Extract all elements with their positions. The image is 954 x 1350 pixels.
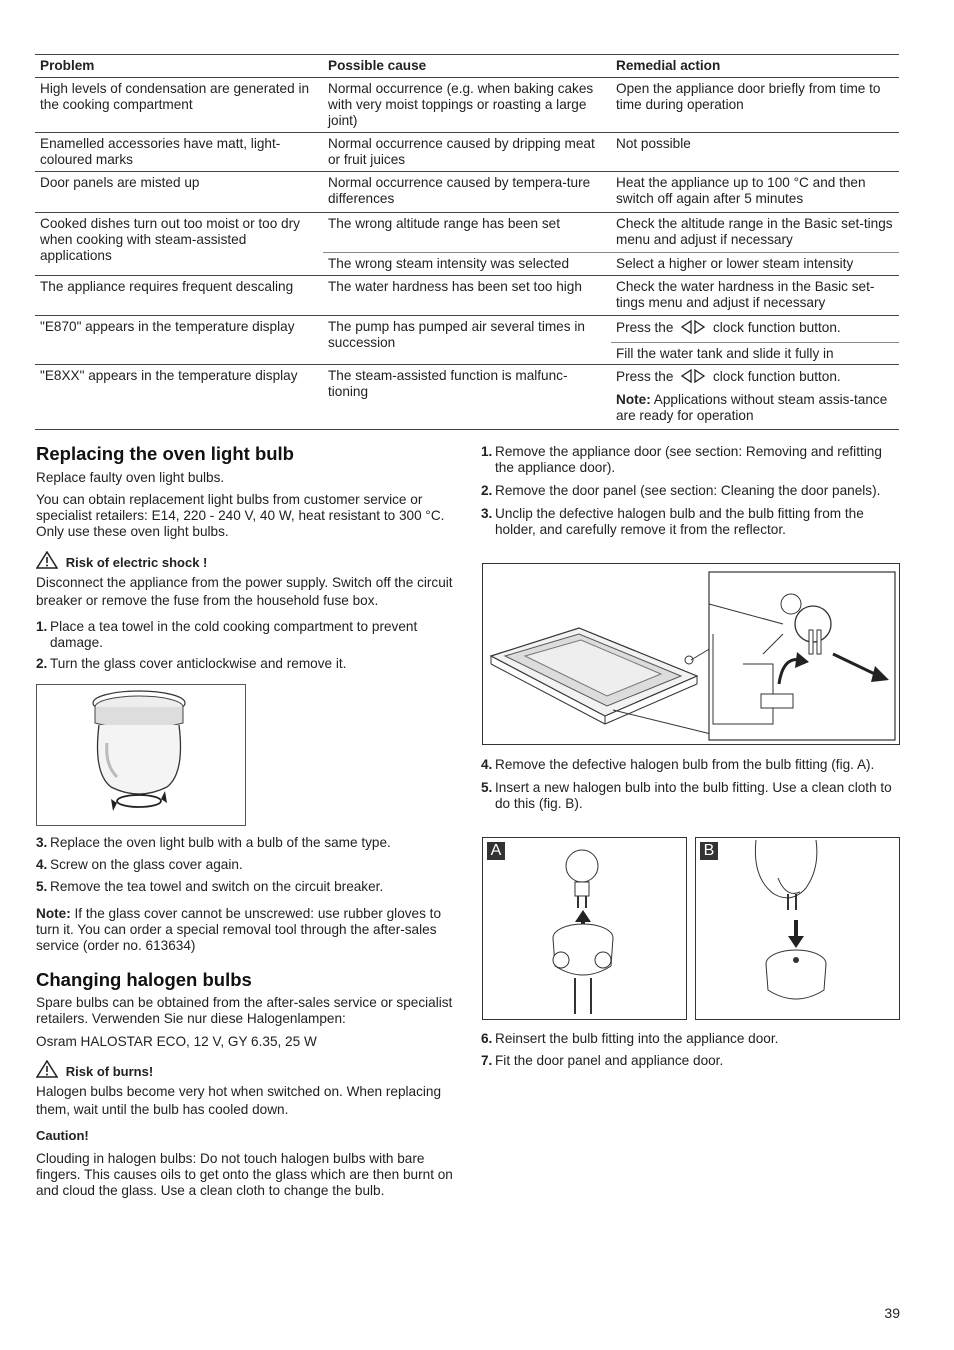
list-item <box>481 1053 899 1069</box>
action-note <box>611 390 899 427</box>
steps-list <box>481 444 899 538</box>
warning-title: Risk of electric shock ! <box>65 555 208 570</box>
steps-list <box>36 619 456 672</box>
cause-cell: The wrong steam intensity was selected <box>328 256 570 271</box>
table-row <box>35 316 899 365</box>
figure-label: B <box>700 842 718 860</box>
warning-triangle-icon <box>36 551 58 572</box>
table-row <box>35 172 899 213</box>
action-cell: Open the appliance door briefly from time to time during operation <box>616 81 881 112</box>
table-row <box>35 133 899 172</box>
problem-cell: The appliance requires frequent descaling <box>40 279 294 294</box>
note-label: Note: <box>36 906 71 921</box>
list-item <box>481 780 899 812</box>
step-number: 6. <box>481 1031 493 1046</box>
door-panel-figure <box>482 563 900 745</box>
warning-triangle-icon <box>36 1060 58 1081</box>
problem-cell: "E870" appears in the temperature display <box>40 319 295 334</box>
paragraph: You can obtain replacement light bulbs from customer service or specialist retailers: E14, 220 - 240 V, 40 W, heat resistant to 300 °C. Only use these oven light bulbs. <box>36 492 445 539</box>
warning-text: Halogen bulbs become very hot when switched on. When replacing them, wait until the bulb has cooled down. <box>36 1084 442 1117</box>
cause-cell: The water hardness has been set too high <box>328 279 582 294</box>
step-text: Remove the defective halogen bulb from the bulb fitting (fig. A). <box>495 757 875 772</box>
cause-cell: The steam-assisted function is malfunc-tioning <box>328 368 568 399</box>
cause-cell: The pump has pumped air several times in succession <box>328 319 585 350</box>
action-text: Press the <box>616 369 674 384</box>
action-cell: Heat the appliance up to 100 °C and then switch off again after 5 minutes <box>616 175 866 206</box>
action-cell: Check the altitude range in the Basic set-tings menu and adjust if necessary <box>616 216 893 247</box>
action-text: clock function button. <box>712 369 841 384</box>
step-text: Remove the appliance door (see section: Removing and refitting the appliance door). <box>495 444 882 475</box>
action-line: Fill the water tank and slide it fully in <box>616 346 834 361</box>
step-text: Unclip the defective halogen bulb and the bulb fitting from the holder, and carefully remove it from the reflector. <box>495 506 864 537</box>
table-header-row <box>35 55 899 78</box>
list-item <box>36 835 456 851</box>
note-text: Applications without steam assis-tance are ready for operation <box>616 392 888 423</box>
step-text: Insert a new halogen bulb into the bulb fitting. Use a clean cloth to do this (fig. B). <box>495 780 892 811</box>
step-number: 1. <box>36 619 48 634</box>
clock-function-icon <box>680 320 706 338</box>
table-row <box>35 213 899 276</box>
bulb-spec: Osram HALOSTAR ECO, 12 V, GY 6.35, 25 W <box>36 1034 317 1049</box>
steps-list <box>481 1031 899 1069</box>
cause-cell: The wrong altitude range has been set <box>328 216 561 231</box>
cause-cell: Normal occurrence (e.g. when baking cakes with very moist toppings or roasting a large joint) <box>328 81 594 128</box>
warning-heading <box>36 551 207 572</box>
step-number: 1. <box>481 444 493 459</box>
list-item <box>36 619 456 651</box>
troubleshooting-table <box>35 54 899 430</box>
page-number: 39 <box>884 1305 900 1321</box>
clock-function-icon <box>680 369 706 387</box>
cause-cell: Normal occurrence caused by dripping meat or fruit juices <box>328 136 595 167</box>
step-number: 4. <box>481 757 493 772</box>
step-text: Place a tea towel in the cold cooking compartment to prevent damage. <box>50 619 418 650</box>
step-text: Reinsert the bulb fitting into the appliance door. <box>495 1031 779 1046</box>
problem-cell: Door panels are misted up <box>40 175 200 190</box>
glass-cover-figure <box>36 684 246 826</box>
action-cell: Not possible <box>616 136 691 151</box>
table-header: Problem <box>40 58 95 73</box>
list-item <box>481 757 899 773</box>
warning-title: Risk of burns! <box>65 1064 154 1079</box>
action-cell <box>611 316 899 364</box>
step-text: Replace the oven light bulb with a bulb of the same type. <box>50 835 391 850</box>
cause-cell: Normal occurrence caused by tempera-ture differences <box>328 175 591 206</box>
list-item <box>481 506 899 538</box>
table-header: Possible cause <box>328 58 427 73</box>
step-text: Turn the glass cover anticlockwise and remove it. <box>50 656 347 671</box>
step-text: Screw on the glass cover again. <box>50 857 243 872</box>
list-item <box>36 857 456 873</box>
list-item <box>481 1031 899 1047</box>
table-row <box>35 78 899 133</box>
problem-cell: "E8XX" appears in the temperature display <box>40 368 298 383</box>
step-text: Fit the door panel and appliance door. <box>495 1053 724 1068</box>
step-number: 2. <box>36 656 48 671</box>
caution-title: Caution! <box>36 1128 89 1143</box>
sub-row <box>323 213 899 253</box>
note-label: Note: <box>616 392 651 407</box>
step-number: 7. <box>481 1053 493 1068</box>
step-number: 3. <box>481 506 493 521</box>
step-number: 5. <box>36 879 48 894</box>
list-item <box>481 444 899 476</box>
step-number: 5. <box>481 780 493 795</box>
note-paragraph <box>36 906 456 954</box>
figure-label: A <box>487 842 505 860</box>
problem-cell: Enamelled accessories have matt, light-coloured marks <box>40 136 281 167</box>
figure-a <box>482 837 687 1020</box>
sub-rows <box>323 213 899 275</box>
action-text: clock function button. <box>712 320 841 335</box>
action-line <box>611 316 899 343</box>
section-heading: Changing halogen bulbs <box>36 969 252 990</box>
problem-cell: High levels of condensation are generated in the cooking compartment <box>40 81 310 112</box>
section-heading: Replacing the oven light bulb <box>36 443 294 464</box>
action-line <box>611 365 899 390</box>
table-header: Remedial action <box>616 58 721 73</box>
steps-list <box>36 835 456 895</box>
step-text: Remove the tea towel and switch on the circuit breaker. <box>50 879 384 894</box>
step-number: 3. <box>36 835 48 850</box>
list-item <box>36 879 456 895</box>
list-item <box>481 483 899 499</box>
note-text: If the glass cover cannot be unscrewed: use rubber gloves to turn it. You can order a special removal tool through the after-sales service (order no. 613634) <box>36 906 442 953</box>
paragraph: Spare bulbs can be obtained from the after-sales service or specialist retailers. Verwenden Sie nur diese Halogenlampen: <box>36 995 453 1026</box>
figure-b <box>695 837 900 1020</box>
action-text: Press the <box>616 320 674 335</box>
sub-row <box>323 253 899 275</box>
table-row <box>35 276 899 316</box>
action-cell: Select a higher or lower steam intensity <box>616 256 854 271</box>
warning-heading <box>36 1060 153 1081</box>
caution-text: Clouding in halogen bulbs: Do not touch halogen bulbs with bare fingers. This causes oils to get onto the glass which are then burnt on and cloud the glass. Use a clean cloth to change the bulb. <box>36 1151 453 1198</box>
problem-cell: Cooked dishes turn out too moist or too dry when cooking with steam-assisted applications <box>40 216 300 263</box>
action-cell: Check the water hardness in the Basic set-tings menu and adjust if necessary <box>616 279 875 310</box>
intro-text: Replace faulty oven light bulbs. <box>36 470 225 485</box>
warning-text: Disconnect the appliance from the power supply. Switch off the circuit breaker or remove the fuse from the household fuse box. <box>36 575 453 608</box>
action-cell <box>611 365 899 429</box>
table-row <box>35 365 899 430</box>
step-number: 4. <box>36 857 48 872</box>
list-item <box>36 656 456 672</box>
steps-list <box>481 757 899 812</box>
step-text: Remove the door panel (see section: Cleaning the door panels). <box>495 483 881 498</box>
step-number: 2. <box>481 483 493 498</box>
